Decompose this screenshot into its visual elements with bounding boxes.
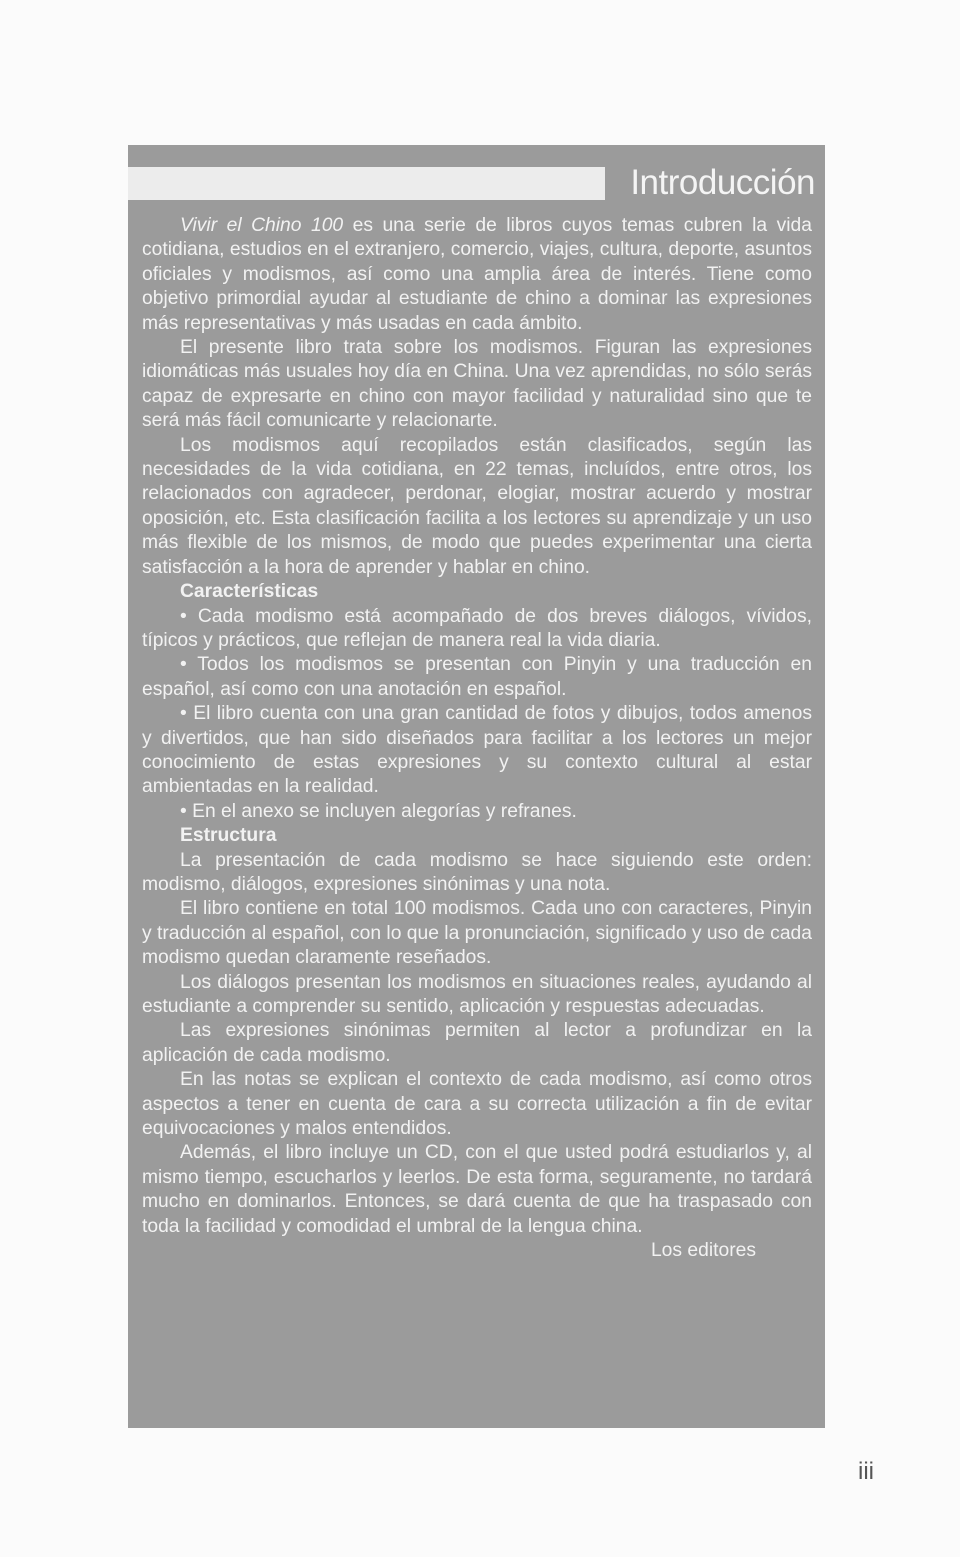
features-heading: Características xyxy=(180,581,319,603)
introduction-body xyxy=(142,214,812,1263)
structure-paragraph: Las expresiones sinónimas permiten al lector a profundizar en la aplicación de cada modismo. xyxy=(142,1020,812,1066)
intro-paragraph-1 xyxy=(142,214,812,336)
signature: Los editores xyxy=(650,1240,756,1262)
book-series-title: Vivir el Chino 100 xyxy=(180,215,344,236)
structure-paragraph: Además, el libro incluye un CD, con el que usted podrá estudiarlos y, al mismo tiempo, escucharlos y leerlos. De esta forma, seguramente, no tardará mucho en dominarlos. Entonces, se dará cuenta de que ha traspasado con toda la facilidad y comodidad el umbral de la lengua china. xyxy=(142,1142,812,1237)
feature-item: • Cada modismo está acompañado de dos breves diálogos, vívidos, típicos y prácticos, que reflejan de manera real la vida diaria. xyxy=(142,605,812,651)
feature-item: • En el anexo se incluyen alegorías y refranes. xyxy=(180,800,577,822)
intro-paragraph-3: Los modismos aquí recopilados están clasificados, según las necesidades de la vida cotidiana, en 22 temas, incluídos, entre otros, los relacionados con agradecer, perdonar, elogiar, mostrar acuerdo y mostrar oposición, etc. Esta clasificación facilita a los lectores su aprendizaje y un uso más flexible de los mismos, de modo que puedes experimentar una cierta satisfacción a la hora de aprender y hablar en chino. xyxy=(142,434,812,578)
intro-paragraph-2: El presente libro trata sobre los modismos. Figuran las expresiones idiomáticas más usuales hoy día en China. Una vez aprendidas, no sólo serás capaz de expresarte en chino con mayor facilidad y naturalidad sino que te será más fácil comunicarte y relacionarte. xyxy=(142,337,812,432)
feature-item: • El libro cuenta con una gran cantidad de fotos y dibujos, todos amenos y divertidos, que han sido diseñados para facilitar a los lectores un mejor conocimiento de estas expresiones y su contexto cultural al estar ambientadas en la realidad. xyxy=(142,703,812,798)
introduction-panel xyxy=(128,145,825,1428)
structure-paragraph: El libro contiene en total 100 modismos. Cada uno con caracteres, Pinyin y traducción al español, con lo que la pronunciación, significado y uso de cada modismo quedan claramente reseñados. xyxy=(142,898,812,969)
feature-item: • Todos los modismos se presentan con Pinyin y una traducción en español, así como con una anotación en español. xyxy=(142,654,812,700)
page-number: iii xyxy=(858,1458,874,1485)
structure-paragraph: En las notas se explican el contexto de cada modismo, así como otros aspectos a tener en cuenta de cara a su correcta utilización a fin de evitar equivocaciones y malos entendidos. xyxy=(142,1069,812,1140)
structure-paragraph: Los diálogos presentan los modismos en situaciones reales, ayudando al estudiante a comprender su sentido, aplicación y respuestas adecuadas. xyxy=(142,971,812,1017)
page-title: Introducción xyxy=(630,163,815,202)
structure-paragraph: La presentación de cada modismo se hace siguiendo este orden: modismo, diálogos, expresiones sinónimas y una nota. xyxy=(142,849,812,895)
structure-heading: Estructura xyxy=(180,825,277,847)
title-decorative-band xyxy=(128,167,605,200)
intro-paragraph-1-text: es una serie de libros cuyos temas cubren la vida cotidiana, estudios en el extranjero, comercio, viajes, cultura, deporte, asuntos oficiales y modismos, así como una amplia área de interés. Tiene como objetivo primordial ayudar al estudiante de chino a dominar las expresiones más representativas y más usadas en cada ámbito. xyxy=(142,215,812,334)
